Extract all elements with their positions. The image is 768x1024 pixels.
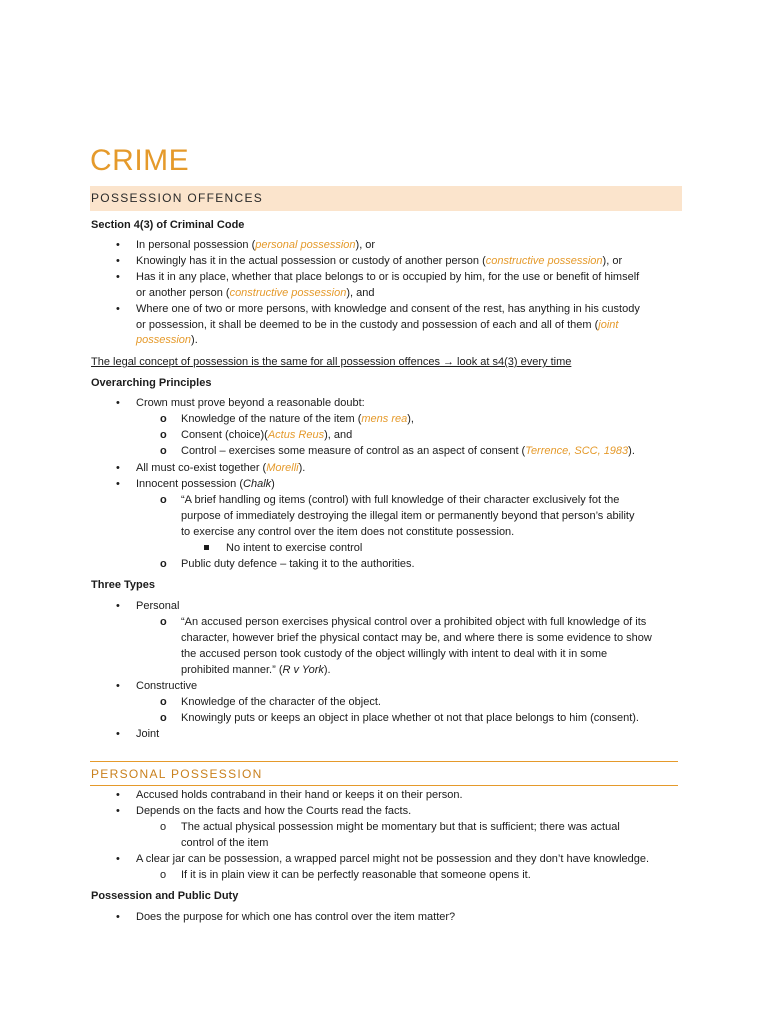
- square-bullet-icon: [204, 545, 209, 550]
- list-subitem-continuation: prohibited manner.” (R v York).: [181, 664, 331, 676]
- page-title: CRIME: [90, 144, 190, 177]
- sub-bullet-glyph: o: [160, 712, 167, 724]
- section-heading: POSSESSION OFFENCES: [91, 191, 264, 205]
- list-item: Constructive: [136, 680, 198, 692]
- list-item: Innocent possession (Chalk): [136, 478, 275, 490]
- list-item: All must co-exist together (Morelli).: [136, 462, 306, 474]
- list-item: Joint: [136, 728, 160, 740]
- list-subitem: “An accused person exercises physical control over a prohibited object with full knowledge of its: [181, 616, 647, 628]
- bullet-glyph: •: [116, 478, 120, 490]
- list-subitem-continuation: control of the item: [181, 837, 269, 849]
- list-subitem: Consent (choice)(Actus Reus), and: [181, 429, 353, 441]
- list-item: Depends on the facts and how the Courts read the facts.: [136, 805, 412, 817]
- list-subitem: Control – exercises some measure of control as an aspect of consent (Terrence, SCC, 1983).: [181, 445, 635, 457]
- bullet-glyph: •: [116, 805, 120, 817]
- bullet-glyph: •: [116, 271, 120, 283]
- list-subitem: “A brief handling og items (control) with full knowledge of their character exclusively fot the: [181, 494, 620, 506]
- bullet-glyph: •: [116, 789, 120, 801]
- list-subitem: Knowledge of the character of the object.: [181, 696, 381, 708]
- bullet-glyph: •: [116, 255, 120, 267]
- list-item: Crown must prove beyond a reasonable doubt:: [136, 397, 365, 409]
- list-subitem: Knowledge of the nature of the item (mens rea),: [181, 413, 414, 425]
- list-subitem-continuation: purpose of immediately destroying the illegal item or permanently beyond that person’s ability: [181, 510, 635, 522]
- list-subsubitem: No intent to exercise control: [226, 542, 363, 554]
- sub-bullet-glyph: o: [160, 616, 167, 628]
- subheading-overarching: Overarching Principles: [91, 377, 212, 389]
- subheading-public-duty: Possession and Public Duty: [91, 890, 239, 902]
- section-rule-top: [90, 761, 678, 762]
- bullet-glyph: •: [116, 462, 120, 474]
- sub-bullet-glyph: o: [160, 445, 167, 457]
- list-subitem: Knowingly puts or keeps an object in place whether ot not that place belongs to him (consent).: [181, 712, 639, 724]
- sub-bullet-glyph: o: [160, 494, 167, 506]
- subheading-criminal-code: Section 4(3) of Criminal Code: [91, 219, 245, 231]
- sub-bullet-glyph: o: [160, 696, 167, 708]
- sub-bullet-glyph: o: [160, 413, 167, 425]
- list-item: Has it in any place, whether that place belongs to or is occupied by him, for the use or benefit of himself: [136, 271, 640, 283]
- list-subitem: Public duty defence – taking it to the authorities.: [181, 558, 415, 570]
- sub-bullet-glyph: o: [160, 821, 167, 833]
- bullet-glyph: •: [116, 680, 120, 692]
- list-item: A clear jar can be possession, a wrapped parcel might not be possession and they don’t have knowledge.: [136, 853, 650, 865]
- sub-bullet-glyph: o: [160, 429, 167, 441]
- bullet-glyph: •: [116, 600, 120, 612]
- list-item: Does the purpose for which one has control over the item matter?: [136, 911, 456, 923]
- list-item-continuation: or another person (constructive possession), and: [136, 287, 375, 299]
- bullet-glyph: •: [116, 397, 120, 409]
- list-item-continuation: or possession, it shall be deemed to be in the custody and possession of each and all of them (joint: [136, 319, 619, 331]
- section-rule-bottom: [90, 785, 678, 786]
- bullet-glyph: •: [116, 303, 120, 315]
- list-subitem: The actual physical possession might be momentary but that is sufficient; there was actual: [181, 821, 620, 833]
- list-item-continuation: possession).: [136, 334, 198, 346]
- list-subitem-continuation: the accused person took custody of the object willingly with intent to deal with it in some: [181, 648, 608, 660]
- sub-bullet-glyph: o: [160, 869, 167, 881]
- bullet-glyph: •: [116, 853, 120, 865]
- bullet-glyph: •: [116, 239, 120, 251]
- list-item: Accused holds contraband in their hand or keeps it on their person.: [136, 789, 463, 801]
- list-subitem-continuation: to exercise any control over the item does not constitute possession.: [181, 526, 515, 538]
- concept-statement: The legal concept of possession is the same for all possession offences → look at s4(3) every time: [91, 356, 572, 368]
- list-subitem: If it is in plain view it can be perfectly reasonable that someone opens it.: [181, 869, 531, 881]
- list-item: Personal: [136, 600, 180, 612]
- bullet-glyph: •: [116, 911, 120, 923]
- list-item: Knowingly has it in the actual possession or custody of another person (constructive possession), or: [136, 255, 623, 267]
- subheading-three-types: Three Types: [91, 579, 155, 591]
- bullet-glyph: •: [116, 728, 120, 740]
- sub-bullet-glyph: o: [160, 558, 167, 570]
- list-subitem-continuation: character, however brief the physical contact may be, and where there is some evidence to show: [181, 632, 652, 644]
- list-item: Where one of two or more persons, with knowledge and consent of the rest, has anything in his custody: [136, 303, 640, 315]
- list-item: In personal possession (personal possession), or: [136, 239, 376, 251]
- section-heading-personal: PERSONAL POSSESSION: [91, 767, 263, 781]
